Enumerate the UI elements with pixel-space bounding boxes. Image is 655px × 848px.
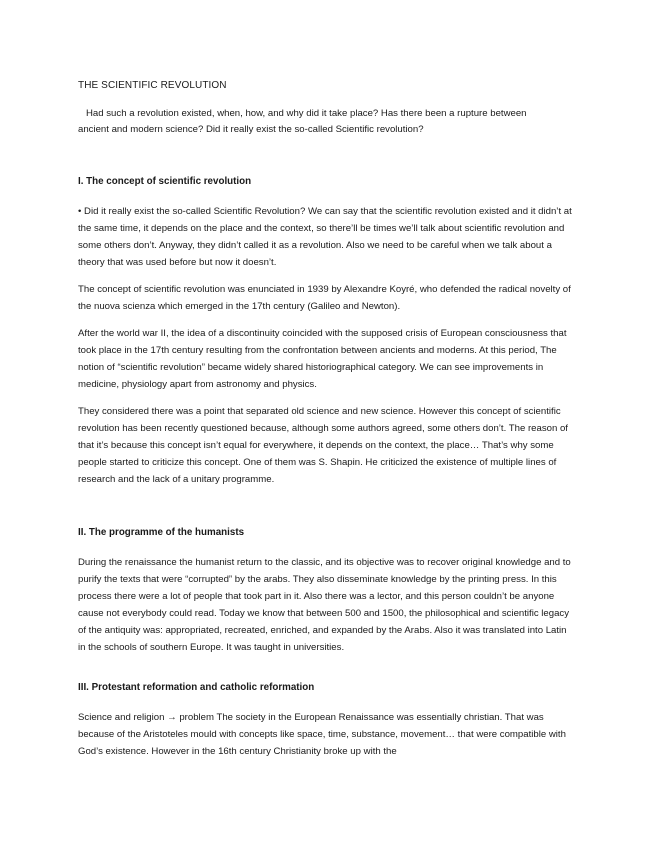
document-title: THE SCIENTIFIC REVOLUTION — [78, 80, 227, 91]
intro-paragraph: Had such a revolution existed, when, how, and why did it take place? Has there been a rupture between ancient and modern science? Did it really exist the so-called Scientific revolution? — [78, 108, 527, 135]
section-humanists — [78, 527, 575, 656]
section-reformation — [78, 682, 575, 760]
paragraph: • Did it really exist the so-called Scientific Revolution? We can say that the scientific revolution existed and it didn’t at the same time, it depends on the place and the context, so there’ll be times we’ll talk about scientific revolution and some others don’t. Anyway, they didn’t called it as a revolution. Also we need to be careful when we talk about a theory that was used before but now it doesn’t. — [78, 206, 572, 268]
paragraph: The concept of scientific revolution was enunciated in 1939 by Alexandre Koyré, who defended the radical novelty of the nuova scienza which emerged in the 17th century (Galileo and Newton). — [78, 284, 571, 312]
section-heading: III. Protestant reformation and catholic reformation — [78, 682, 315, 693]
section-heading: I. The concept of scientific revolution — [78, 176, 252, 187]
section-concept — [78, 176, 575, 488]
paragraph: After the world war II, the idea of a discontinuity coincided with the supposed crisis of European consciousness that took place in the 17th century resulting from the confrontation between ancients and moderns. At this period, The notion of “scientific revolution” became widely shared historiographical category. We can see improvements in medicine, physiology apart from astronomy and physics. — [78, 328, 567, 390]
paragraph: Science and religion → problem The society in the European Renaissance was essentially christian. That was because of the Aristoteles mould with concepts like space, time, substance, movement… that were compatible with God’s existence. However in the 16th century Christianity broke up with the — [78, 712, 566, 757]
section-heading: II. The programme of the humanists — [78, 527, 245, 538]
paragraph: During the renaissance the humanist return to the classic, and its objective was to recover original knowledge and to purify the texts that were “corrupted” by the arabs. They also disseminate knowledge by the printing press. In this process there were a lot of people that took part in it. Also there was a lector, and this person couldn’t be anyone cause not everybody could read. Today we know that between 500 and 1500, the philosophical and scientific legacy of the antiquity was: appropriated, recreated, enriched, and expanded by the Arabs. Also it was translated into Latin in the schools of southern Europe. It was taught in universities. — [78, 557, 571, 653]
paragraph: They considered there was a point that separated old science and new science. However this concept of scientific revolution has been recently questioned because, although some authors agreed, some others don’t. The reason of that it’s because this concept isn’t equal for everywhere, it depends on the context, the place… That’s why some people started to criticize this concept. One of them was S. Shapin. He criticized the existence of multiple lines of research and the lack of a unitary programme. — [78, 406, 568, 485]
